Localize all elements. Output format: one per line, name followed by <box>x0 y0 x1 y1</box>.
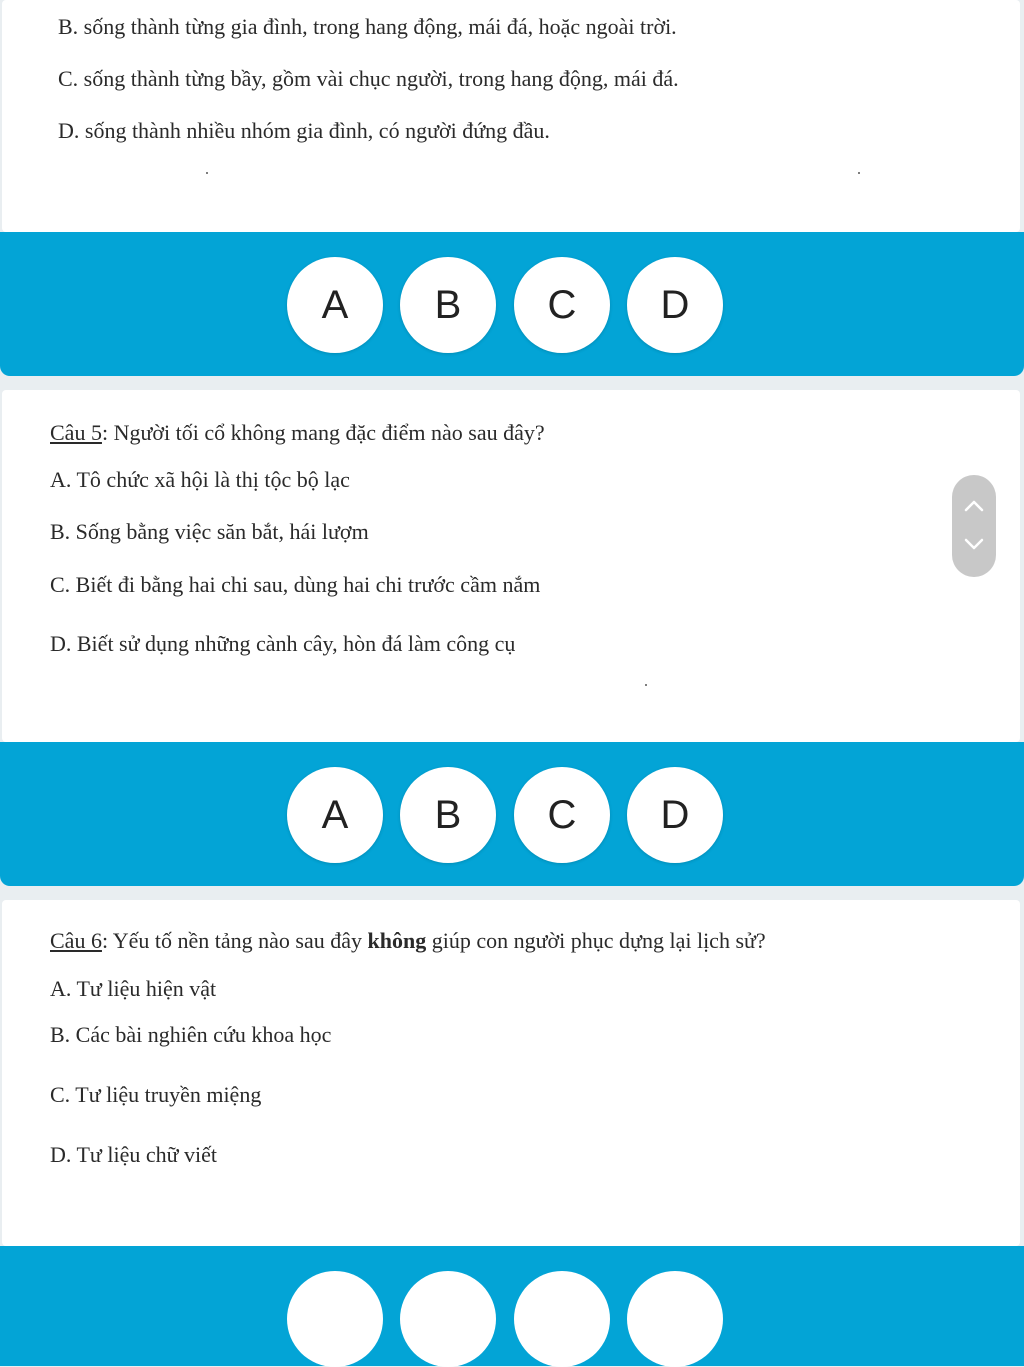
q4-option-c: C. sống thành từng bầy, gồm vài chục người, trong hang động, mái đá. <box>58 66 679 91</box>
q6-option-d: D. Tư liệu chữ viết <box>50 1142 218 1167</box>
answer-b-button[interactable]: B <box>400 257 496 353</box>
answer-b-button-partial[interactable] <box>400 1271 496 1367</box>
q6-option-a: A. Tư liệu hiện vật <box>50 976 217 1001</box>
scroll-down-button[interactable] <box>952 519 996 569</box>
q6-question-pre: : Yếu tố nền tảng nào sau đây <box>101 928 368 953</box>
answer-band-q6 <box>0 1246 1024 1366</box>
scroll-control <box>952 475 996 577</box>
answer-d-button-partial[interactable] <box>627 1271 723 1367</box>
q4-option-b: B. sống thành từng gia đình, trong hang động, mái đá, hoặc ngoài trời. <box>58 14 677 39</box>
q6-option-b: B. Các bài nghiên cứu khoa học <box>50 1022 332 1047</box>
q5-option-d: D. Biết sử dụng những cành cây, hòn đá làm công cụ <box>50 631 516 656</box>
answer-d-button[interactable]: D <box>627 257 723 353</box>
q5-option-c: C. Biết đi bằng hai chi sau, dùng hai chi trước cầm nắm <box>50 572 541 597</box>
answer-a-button-partial[interactable] <box>287 1271 383 1367</box>
q6-number: Câu 6 <box>50 928 102 953</box>
question-6-card <box>2 900 1020 1246</box>
q6-question <box>50 928 766 954</box>
answer-c-button-partial[interactable] <box>514 1271 610 1367</box>
q5-number: Câu 5 <box>50 420 102 445</box>
answer-c-button[interactable]: C <box>514 257 610 353</box>
q5-option-a: A. Tô chức xã hội là thị tộc bộ lạc <box>50 467 350 492</box>
q4-option-d: D. sống thành nhiều nhóm gia đình, có người đứng đầu. <box>58 118 550 143</box>
speck <box>206 172 208 174</box>
q6-question-emphasis: không <box>367 928 427 953</box>
chevron-down-icon <box>964 538 984 550</box>
q5-question-text: : Người tối cổ không mang đặc điểm nào sau đây? <box>101 420 545 445</box>
question-4-card <box>2 0 1020 232</box>
question-5-card <box>2 390 1020 742</box>
answer-band-q4 <box>0 232 1024 376</box>
speck <box>858 172 860 174</box>
q6-option-c: C. Tư liệu truyền miệng <box>50 1082 262 1107</box>
answer-d-button[interactable]: D <box>627 767 723 863</box>
chevron-up-icon <box>964 500 984 512</box>
answer-b-button[interactable]: B <box>400 767 496 863</box>
answer-a-button[interactable]: A <box>287 767 383 863</box>
q5-question <box>50 420 545 446</box>
answer-a-button[interactable]: A <box>287 257 383 353</box>
speck <box>645 684 647 686</box>
answer-band-q5 <box>0 742 1024 886</box>
answer-c-button[interactable]: C <box>514 767 610 863</box>
q6-question-post: giúp con người phục dựng lại lịch sử? <box>426 928 766 953</box>
q5-option-b: B. Sống bằng việc săn bắt, hái lượm <box>50 519 369 544</box>
